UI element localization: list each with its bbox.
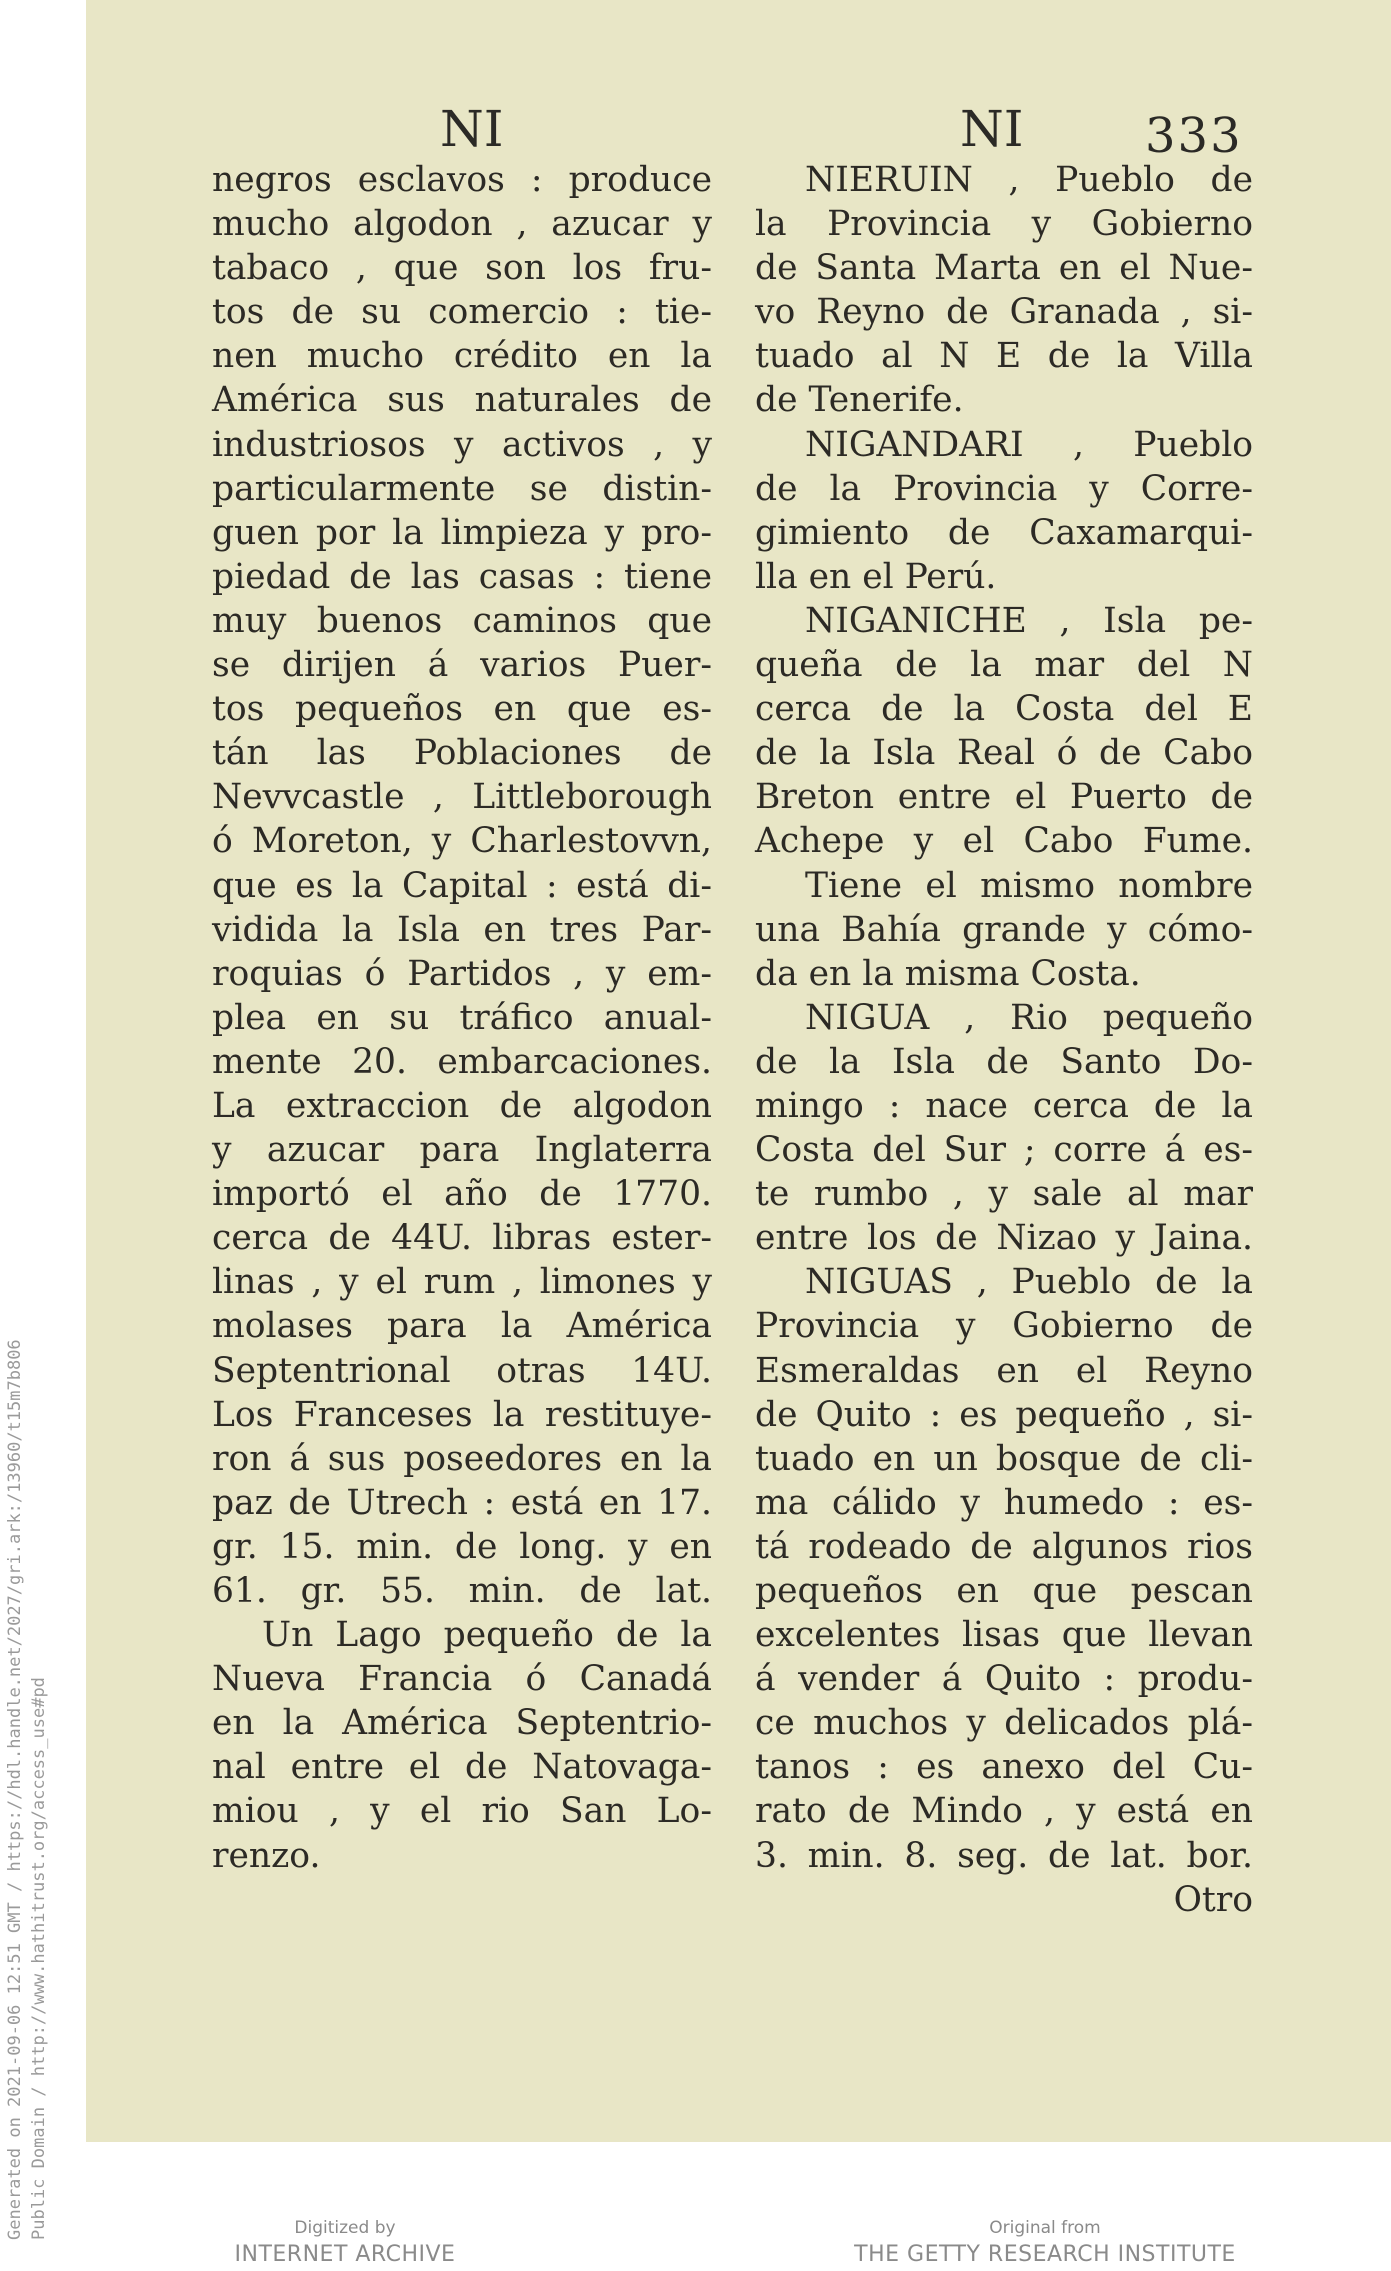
text-line: ron á sus poseedores en la — [212, 1438, 712, 1479]
text-line: vo Reyno de Granada , si- — [755, 292, 1253, 333]
text-line: en la América Septentrio- — [212, 1703, 712, 1744]
text-line: Nueva Francia ó Canadá — [212, 1659, 712, 1700]
text-line: Achepe y el Cabo Fume. — [755, 821, 1253, 862]
text-line: gr. 15. min. de long. y en — [212, 1526, 712, 1567]
text-line: ce muchos y delicados plá- — [755, 1703, 1253, 1744]
text-line: 3. min. 8. seg. de lat. bor. — [755, 1835, 1253, 1876]
text-line: muy buenos caminos que — [212, 600, 712, 641]
text-line: NIGUAS , Pueblo de la — [805, 1262, 1253, 1303]
generation-notice-line-1: Generated on 2021-09-06 12:51 GMT / https://hdl.handle.net/2027/gri.ark:/13960/t15m7b806 — [5, 1339, 25, 2240]
text-line: Un Lago pequeño de la — [262, 1615, 712, 1656]
generation-notice — [2, 1160, 52, 2240]
text-line: excelentes lisas que llevan — [755, 1615, 1253, 1656]
text-line: renzo. — [212, 1835, 321, 1876]
text-line: 61. gr. 55. min. de lat. — [212, 1571, 712, 1611]
text-line: mente 20. embarcaciones. — [212, 1041, 712, 1082]
text-line: á vender á Quito : produ- — [755, 1659, 1253, 1700]
text-line: cerca de la Costa del E — [755, 689, 1253, 730]
text-line: importó el año de 1770. — [212, 1174, 712, 1215]
text-line: particularmente se distin- — [212, 468, 712, 509]
running-head-right: NI — [960, 100, 1024, 158]
text-line: Otro — [1173, 1879, 1253, 1920]
text-line: entre los de Nizao y Jaina. — [755, 1218, 1253, 1259]
text-line: lla en el Perú. — [755, 556, 997, 597]
text-line: linas , y el rum , limones y — [212, 1262, 712, 1303]
text-line: miou , y el rio San Lo- — [212, 1791, 712, 1832]
text-line: mucho algodon , azucar y — [212, 204, 712, 245]
text-line: de la Provincia y Corre- — [755, 468, 1253, 509]
text-line: negros esclavos : produce — [212, 160, 712, 200]
text-line: Provincia y Gobierno de — [755, 1306, 1253, 1347]
text-line: cerca de 44U. libras ester- — [212, 1218, 712, 1259]
text-line: te rumbo , y sale al mar — [755, 1174, 1253, 1215]
digitized-by-label: Digitized by — [294, 2218, 396, 2238]
text-line: y azucar para Inglaterra — [212, 1130, 712, 1171]
text-line: NIERUIN , Pueblo de — [805, 160, 1253, 200]
text-line: tos pequeños en que es- — [212, 689, 712, 730]
text-line: rato de Mindo , y está en — [755, 1791, 1253, 1832]
text-line: molases para la América — [212, 1306, 712, 1347]
text-line: nal entre el de Natovaga- — [212, 1747, 712, 1788]
text-line: se dirijen á varios Puer- — [212, 645, 712, 686]
original-from-credit — [845, 2218, 1245, 2267]
text-line: NIGANDARI , Pueblo — [805, 424, 1253, 465]
text-line: América sus naturales de — [212, 380, 712, 421]
text-line: tuado en un bosque de cli- — [755, 1438, 1253, 1479]
page-number: 333 — [1145, 108, 1243, 164]
text-line: gimiento de Caxamarqui- — [755, 512, 1253, 553]
text-line: queña de la mar del N — [755, 645, 1253, 686]
text-line: ó Moreton, y Charlestovvn, — [212, 821, 712, 862]
text-line: plea en su tráfico anual- — [212, 997, 712, 1038]
text-line: guen por la limpieza y pro- — [212, 512, 712, 553]
text-line: piedad de las casas : tiene — [212, 556, 712, 597]
text-line: roquias ó Partidos , y em- — [212, 953, 712, 994]
internet-archive-label: INTERNET ARCHIVE — [234, 2242, 456, 2267]
text-line: tán las Poblaciones de — [212, 733, 712, 774]
text-line: que es la Capital : está di- — [212, 865, 712, 906]
text-line: NIGANICHE , Isla pe- — [805, 600, 1253, 641]
text-line: Septentrional otras 14U. — [212, 1350, 712, 1391]
text-line: La extraccion de algodon — [212, 1085, 712, 1126]
text-line: tos de su comercio : tie- — [212, 292, 712, 333]
text-line: Los Franceses la restituye- — [212, 1394, 712, 1435]
text-line: pequeños en que pescan — [755, 1571, 1253, 1611]
text-line: la Provincia y Gobierno — [755, 204, 1253, 245]
right-text-column — [755, 158, 1253, 1922]
getty-institute-label: THE GETTY RESEARCH INSTITUTE — [854, 2242, 1236, 2267]
text-line: industriosos y activos , y — [212, 424, 712, 465]
text-line: una Bahía grande y cómo- — [755, 909, 1253, 950]
text-line: de Santa Marta en el Nue- — [755, 248, 1253, 289]
text-line: tabaco , que son los fru- — [212, 248, 712, 289]
text-line: ma cálido y humedo : es- — [755, 1482, 1253, 1523]
text-line: Tiene el mismo nombre — [805, 865, 1253, 906]
text-line: de Quito : es pequeño , si- — [755, 1394, 1253, 1435]
text-line: Costa del Sur ; corre á es- — [755, 1130, 1253, 1171]
text-line: de la Isla Real ó de Cabo — [755, 733, 1253, 774]
text-line: de Tenerife. — [755, 380, 964, 421]
text-line: Breton entre el Puerto de — [755, 777, 1253, 818]
text-line: tá rodeado de algunos rios — [755, 1526, 1253, 1567]
text-line: tanos : es anexo del Cu- — [755, 1747, 1253, 1788]
text-line: Esmeraldas en el Reyno — [755, 1350, 1253, 1391]
left-text-column — [212, 158, 712, 1878]
text-line: tuado al N E de la Villa — [755, 336, 1253, 377]
text-line: de la Isla de Santo Do- — [755, 1041, 1253, 1082]
running-head-left: NI — [440, 100, 504, 158]
generation-notice-line-2: Public Domain / http://www.hathitrust.org/access_use#pd — [29, 1677, 49, 2240]
text-line: paz de Utrech : está en 17. — [212, 1482, 712, 1523]
text-line: mingo : nace cerca de la — [755, 1085, 1253, 1126]
text-line: vidida la Isla en tres Par- — [212, 909, 712, 950]
text-line: NIGUA , Rio pequeño — [805, 997, 1253, 1038]
text-line: nen mucho crédito en la — [212, 336, 712, 377]
text-line: Nevvcastle , Littleborough — [212, 777, 712, 818]
digitized-by-credit — [225, 2218, 465, 2267]
text-line: da en la misma Costa. — [755, 953, 1141, 994]
original-from-label: Original from — [989, 2218, 1101, 2238]
